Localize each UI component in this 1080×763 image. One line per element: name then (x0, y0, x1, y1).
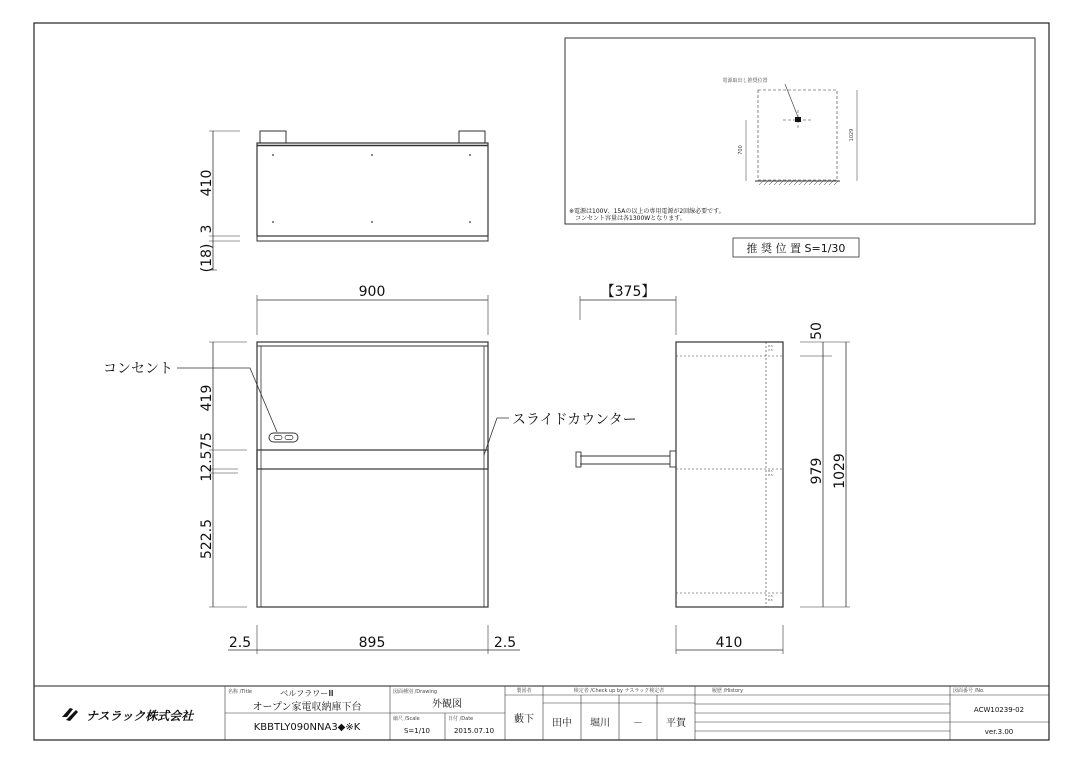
side-view-annotations (768, 344, 773, 602)
company-name: ナスラック株式会社 (86, 709, 194, 723)
product-name: オープン家電収納庫下台 (252, 702, 362, 713)
dim-top-base: (18) (199, 243, 215, 273)
dim-front-side-left: 2.5 (228, 635, 252, 651)
inset-dim-1029: 1029 (849, 128, 855, 142)
dim-front-band: 75 (199, 432, 215, 450)
scale-value: S=1/10 (403, 727, 431, 735)
drawing-type: 外観図 (432, 699, 462, 710)
date-value: 2015.07.10 (453, 727, 495, 735)
label-slide-counter: スライドカウンター (512, 412, 637, 428)
checker-1: 田中 (552, 718, 572, 729)
check-label: 検定者 /Check up by ナスラック検定者 (573, 688, 665, 694)
dim-side-extension: 【375】 (600, 284, 656, 300)
dim-front-width: 900 (358, 284, 386, 300)
drafter-name: 藪下 (514, 714, 534, 725)
version: ver.3.00 (984, 728, 1014, 736)
checker-4: 平賀 (666, 718, 686, 729)
dim-front-side-right: 2.5 (493, 635, 517, 651)
inset-note-2: コンセント容量は各1300Wとなります。 (575, 215, 686, 222)
front-view (177, 295, 520, 654)
drafter-label: 製図者 (516, 688, 532, 694)
svg-text:8.5: 8.5 (768, 473, 773, 477)
label-outlet: コンセント (103, 361, 173, 377)
outlet-icon (269, 433, 298, 442)
dim-side-total: 1029 (832, 453, 848, 489)
dim-top-gap: 3 (199, 224, 215, 234)
dim-front-lower: 522.5 (199, 518, 215, 560)
dim-side-top: 50 (809, 322, 825, 340)
dim-front-inner: 895 (358, 635, 386, 651)
model-number: KBBTLY090NNA3◆※K (253, 722, 361, 733)
svg-text:2.5: 2.5 (768, 348, 773, 352)
svg-text:2.5: 2.5 (768, 594, 773, 598)
svg-text:8.5: 8.5 (768, 598, 773, 602)
dim-front-upper: 419 (199, 384, 215, 412)
dim-front-counter: 12.5 (199, 450, 215, 482)
inset-note-1: ※電源は100V、15Aの以上の専用電源が2回線必要です。 (569, 208, 725, 215)
svg-text:8.5: 8.5 (768, 344, 773, 348)
series-name: ベルフラワーⅢ (280, 689, 334, 698)
outer-frame (34, 23, 1049, 740)
checker-2: 堀川 (590, 718, 610, 729)
dim-side-body: 979 (809, 457, 825, 485)
name-label: 名称 /Title (228, 689, 252, 695)
company-logo (62, 708, 78, 721)
inset-callout: 電源取出し推奨位置 (722, 78, 768, 84)
scale-label: 縮尺 /Scale (393, 716, 420, 722)
drawing-label: 図面種別 /Drawing (393, 689, 438, 695)
history-label: 履歴 /History (712, 688, 744, 694)
checker-3: － (633, 718, 643, 729)
inset-box (565, 38, 1035, 224)
drawing-number: ACW10239-02 (973, 706, 1025, 714)
date-label: 日付 /Date (448, 716, 474, 722)
top-view (209, 131, 488, 270)
inset-dim-700: 700 (738, 145, 744, 155)
inset-caption: 推 奨 位 置 S=1/30 (746, 242, 846, 255)
dim-side-depth: 410 (715, 635, 743, 651)
svg-text:8.5: 8.5 (768, 469, 773, 473)
drawing-number-label: 図面番号 /No. (953, 688, 985, 694)
dim-top-depth: 410 (199, 169, 215, 197)
